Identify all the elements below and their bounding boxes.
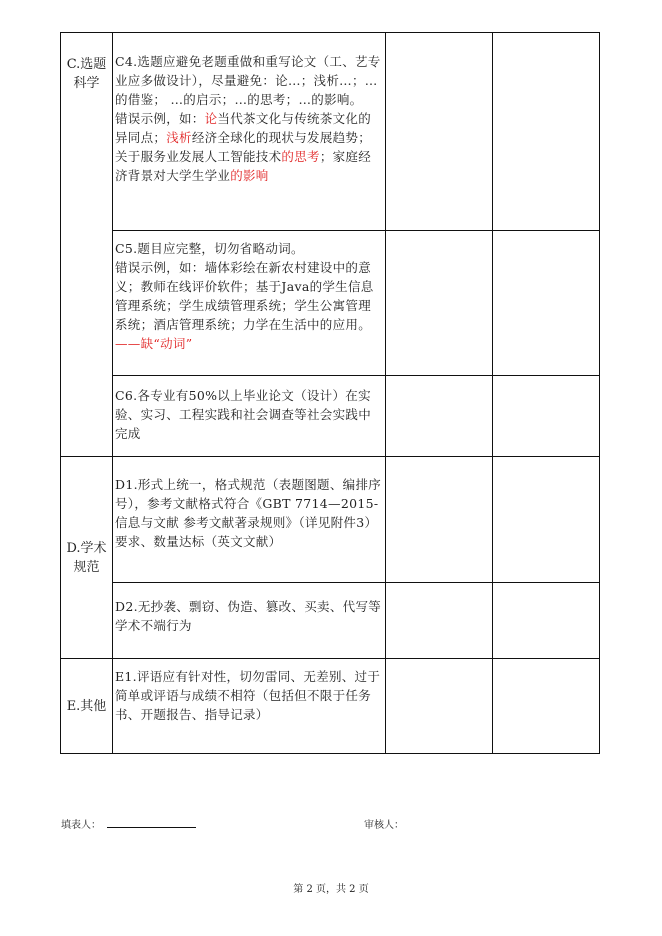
table-row (61, 583, 600, 659)
remark-cell[interactable] (493, 583, 600, 659)
remark-cell[interactable] (493, 231, 600, 376)
criterion-c5: C5.题目应完整，切勿省略动词。 错误示例，如：墙体彩绘在新农村建设中的意义；教师在线评价软件；基于Java的学生信息管理系统；学生成绩管理系统；学生公寓管理系统；酒店管理系统；力学在生活中的应用。 ——缺“动词” (113, 231, 386, 376)
category-e (61, 659, 113, 754)
table-row (61, 457, 600, 583)
page-number: 第 2 页，共 2 页 (293, 884, 369, 895)
criterion-d1: D1.形式上统一，格式规范（表题图题、编排序号），参考文献格式符合《GBT 7714—2015-信息与文献 参考文献著录规则》（详见附件3）要求、数量达标（英文文献） (113, 457, 386, 583)
category-d-label: D.学术规范 (66, 540, 107, 575)
table-row (61, 659, 600, 754)
filler-label: 填表人： (61, 820, 101, 831)
score-cell[interactable] (386, 376, 493, 457)
criterion-d2: D2.无抄袭、剽窃、伪造、篡改、买卖、代写等学术不端行为 (113, 583, 386, 659)
score-cell[interactable] (386, 659, 493, 754)
score-cell[interactable] (386, 583, 493, 659)
category-c-label: C.选题科学 (66, 57, 107, 91)
table-row (61, 231, 600, 376)
category-d (61, 457, 113, 659)
filler-signature-line[interactable] (107, 827, 196, 828)
evaluation-table (60, 32, 600, 754)
category-e-label: E.其他 (66, 698, 107, 714)
table-row (61, 33, 600, 231)
remark-cell[interactable] (493, 457, 600, 583)
remark-cell[interactable] (493, 376, 600, 457)
reviewer-label: 审核人： (364, 820, 404, 831)
criterion-c4: C4.选题应避免老题重做和重写论文（工、艺专业应多做设计），尽量避免：论…；浅析…；…的借鉴； …的启示；…的思考；…的影响。 错误示例，如：论当代茶文化与传统茶文化的异同点；浅析经济全球化的现状与发展趋势；关于服务业发展人工智能技术的思考；家庭经济背景对大学生学业的影响 (113, 33, 386, 231)
score-cell[interactable] (386, 457, 493, 583)
criterion-e1: E1.评语应有针对性，切勿雷同、无差别、过于简单或评语与成绩不相符（包括但不限于任务书、开题报告、指导记录） (113, 659, 386, 754)
category-c (61, 33, 113, 457)
score-cell[interactable] (386, 231, 493, 376)
score-cell[interactable] (386, 33, 493, 231)
table-row (61, 376, 600, 457)
remark-cell[interactable] (493, 659, 600, 754)
criterion-c6: C6.各专业有50%以上毕业论文（设计）在实验、实习、工程实践和社会调查等社会实践中完成 (113, 376, 386, 457)
remark-cell[interactable] (493, 33, 600, 231)
